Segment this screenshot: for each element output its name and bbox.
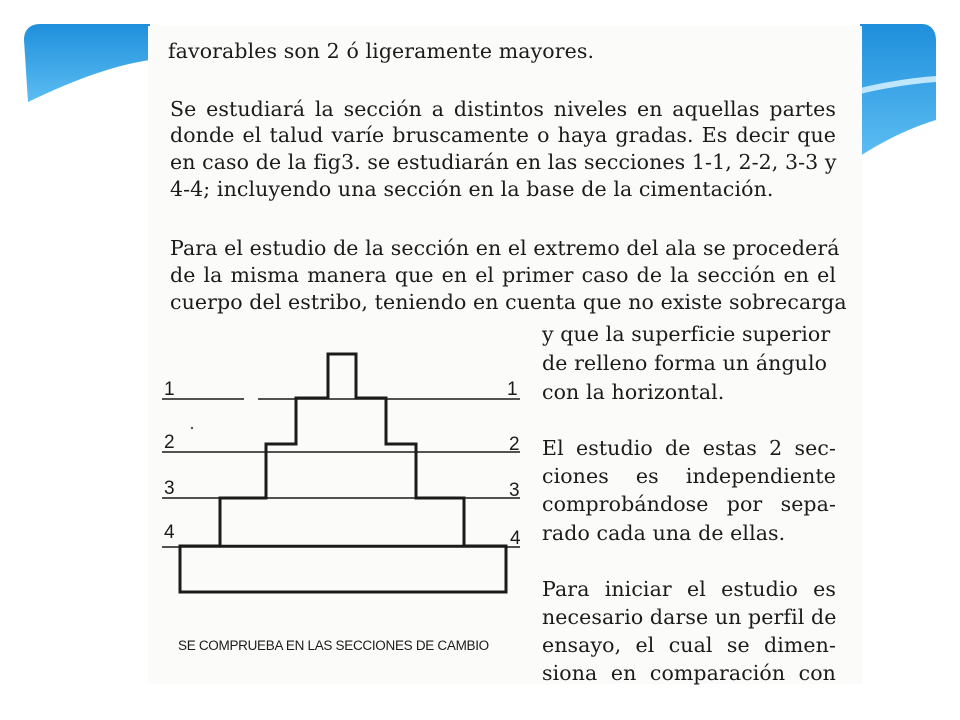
stepped-section-diagram [148, 26, 862, 684]
text-line: 4-4; incluyendo una sección en la base de la cimentación. [170, 177, 774, 201]
text-line: y que la superficie superior [542, 322, 831, 346]
text-line: El estudio de estas 2 sec- [542, 436, 836, 460]
text-line: donde el talud varíe bruscamente o haya gradas. Es decir que [170, 123, 836, 147]
text-line: Para el estudio de la sección en el extremo del ala se procederá [170, 236, 840, 260]
text-line: favorables son 2 ó ligeramente mayores. [168, 39, 595, 63]
text-line: ciones es independiente [542, 464, 836, 488]
text-line: Para iniciar el estudio es [542, 577, 836, 601]
text-line: de relleno forma un ángulo [542, 351, 828, 375]
text-line: en caso de la fig3. se estudiarán en las secciones 1-1, 2-2, 3-3 y [170, 150, 837, 174]
text-line: ensayo, el cual se dimen- [542, 633, 836, 657]
text-line: Se estudiará la sección a distintos niveles en aquellas partes [170, 97, 836, 121]
section-label-4-left: 4 [164, 522, 175, 543]
text-line: de la misma manera que en el primer caso de la sección en el [170, 263, 836, 287]
scan-speck [191, 427, 193, 429]
section-label-1-left: 1 [164, 379, 175, 400]
section-label-3-right: 3 [509, 480, 520, 501]
top-wave-left [24, 24, 150, 102]
scanned-page [148, 26, 862, 684]
text-line: necesario darse un perfil de [542, 605, 837, 629]
text-line: rado cada una de ellas. [542, 521, 786, 545]
figure-caption: SE COMPRUEBA EN LAS SECCIONES DE CAMBIO [178, 638, 489, 653]
stepped-profile-outline [180, 354, 506, 592]
text-line: comprobándose por sepa- [542, 492, 836, 516]
text-line: siona en comparación con [542, 661, 836, 685]
section-label-1-right: 1 [507, 379, 518, 400]
text-line: con la horizontal. [542, 380, 725, 404]
section-label-3-left: 3 [164, 478, 175, 499]
section-label-2-left: 2 [164, 432, 175, 453]
section-label-4-right: 4 [510, 528, 521, 549]
text-line: cuerpo del estribo, teniendo en cuenta que no existe sobrecarga [170, 290, 847, 314]
section-label-2-right: 2 [509, 434, 520, 455]
